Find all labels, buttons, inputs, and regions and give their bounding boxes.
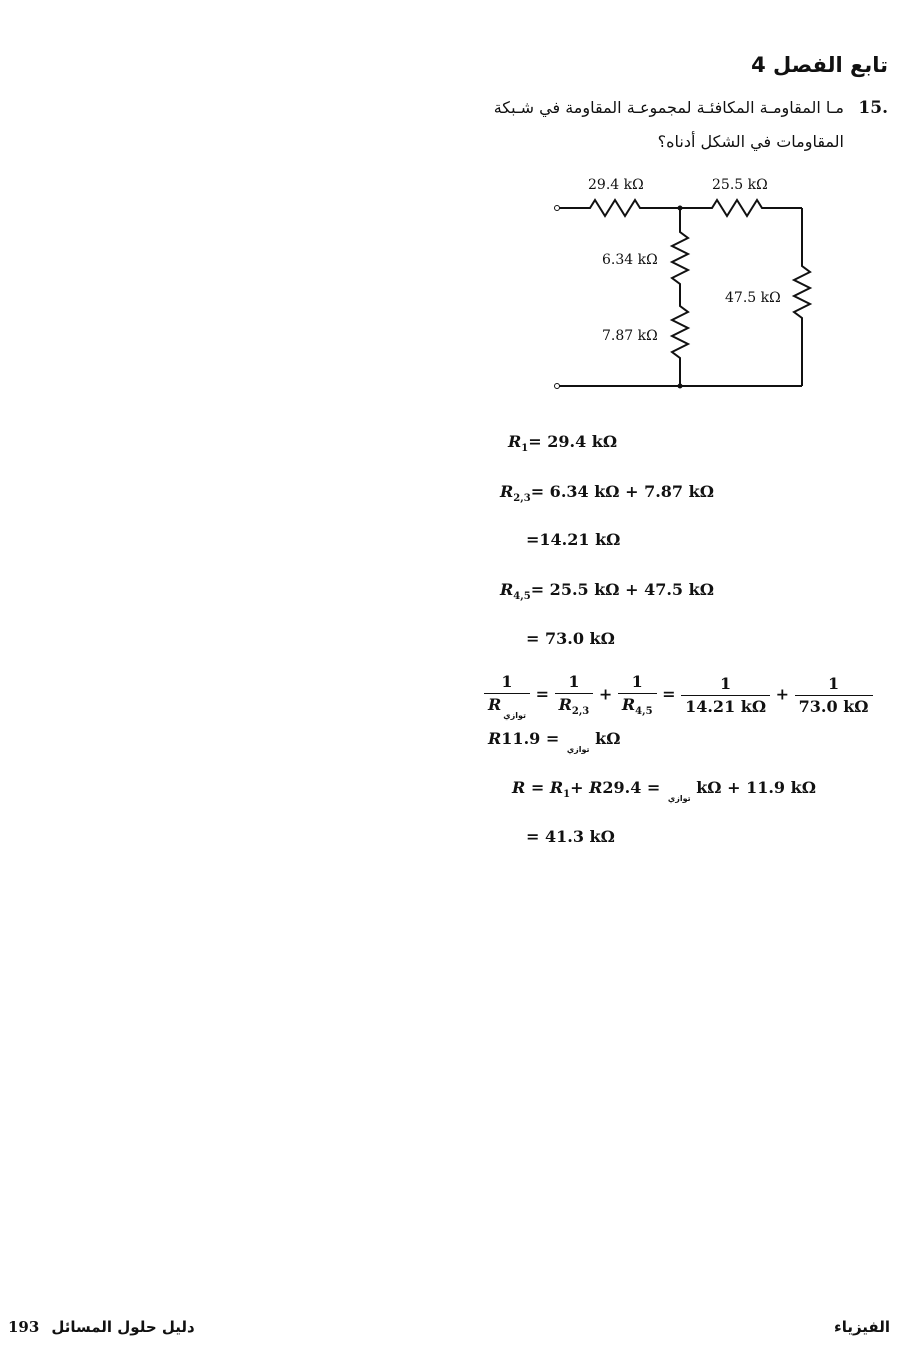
question-text-line-2: المقاومات في الشكل أدناه؟	[657, 132, 844, 151]
footer-page-info	[8, 1318, 195, 1336]
equation-r45: $R_{4,5}= 25.5$ kΩ + 47.5 kΩ	[500, 580, 714, 602]
label-r3: 7.87 kΩ	[602, 328, 658, 344]
resistor-r5-branch	[794, 208, 810, 386]
label-r5: 47.5 kΩ	[725, 290, 781, 306]
fraction-1-r45: $\frac{1}{R_{4,5}}$	[618, 672, 657, 718]
fraction-1-r23: $\frac{1}{R_{2,3}}$	[555, 672, 594, 718]
fraction-1-rp: $\frac{1}{R_{توازي}}$	[484, 672, 530, 718]
chapter-heading: تابع الفصل 4	[751, 53, 888, 77]
junction-bottom	[678, 384, 683, 389]
question-text-line-1: مـا المقاومـة المكافئـة لمجموعـة المقاومة في شـبكة	[493, 98, 844, 117]
equation-total: $R = R_1+ R_{توازي} = 29.4$ kΩ + 11.9 kΩ	[512, 778, 816, 803]
junction-top	[678, 206, 683, 211]
terminal-top	[555, 206, 560, 211]
equation-r45-result: = 73.0 kΩ	[526, 629, 615, 648]
fraction-1-730: $\frac{1}{73.0 k\Omega}$	[795, 674, 873, 717]
equation-r23-result: =14.21 kΩ	[526, 530, 621, 549]
circuit-diagram	[540, 168, 820, 398]
resistor-r1	[559, 200, 680, 216]
equation-r23: $R_{2,3}= 6.34$ kΩ + 7.87 kΩ	[500, 482, 714, 504]
equation-rp-result: $R_{توازي} = 11.9$ kΩ	[488, 729, 621, 754]
question-number: 15.	[858, 98, 888, 118]
resistor-r2-r3-branch	[672, 208, 688, 386]
label-r2: 6.34 kΩ	[602, 252, 658, 268]
footer-subject: الفيزياء	[834, 1318, 890, 1336]
footer-guide-title: دليل حلول المسائل	[51, 1318, 195, 1336]
terminal-bottom	[555, 384, 560, 389]
label-r1: 29.4 kΩ	[588, 177, 644, 193]
equation-total-result: = 41.3 kΩ	[526, 827, 615, 846]
equation-r1: $R_1= 29.4$ kΩ	[508, 432, 618, 454]
fraction-1-1421: $\frac{1}{14.21 k\Omega}$	[681, 674, 770, 717]
page-number: 193	[8, 1318, 40, 1336]
label-r4: 25.5 kΩ	[712, 177, 768, 193]
equation-parallel-fraction: $\frac{1}{R_{توازي}}$ = $\frac{1}{R_{2,3}}$ + $\frac{1}{R_{4,5}}$ = $\frac{1}{14.21 k\Omega}$ + $\frac{1}{73.0 k\Omega}$	[484, 672, 873, 718]
resistor-r4	[680, 200, 802, 216]
